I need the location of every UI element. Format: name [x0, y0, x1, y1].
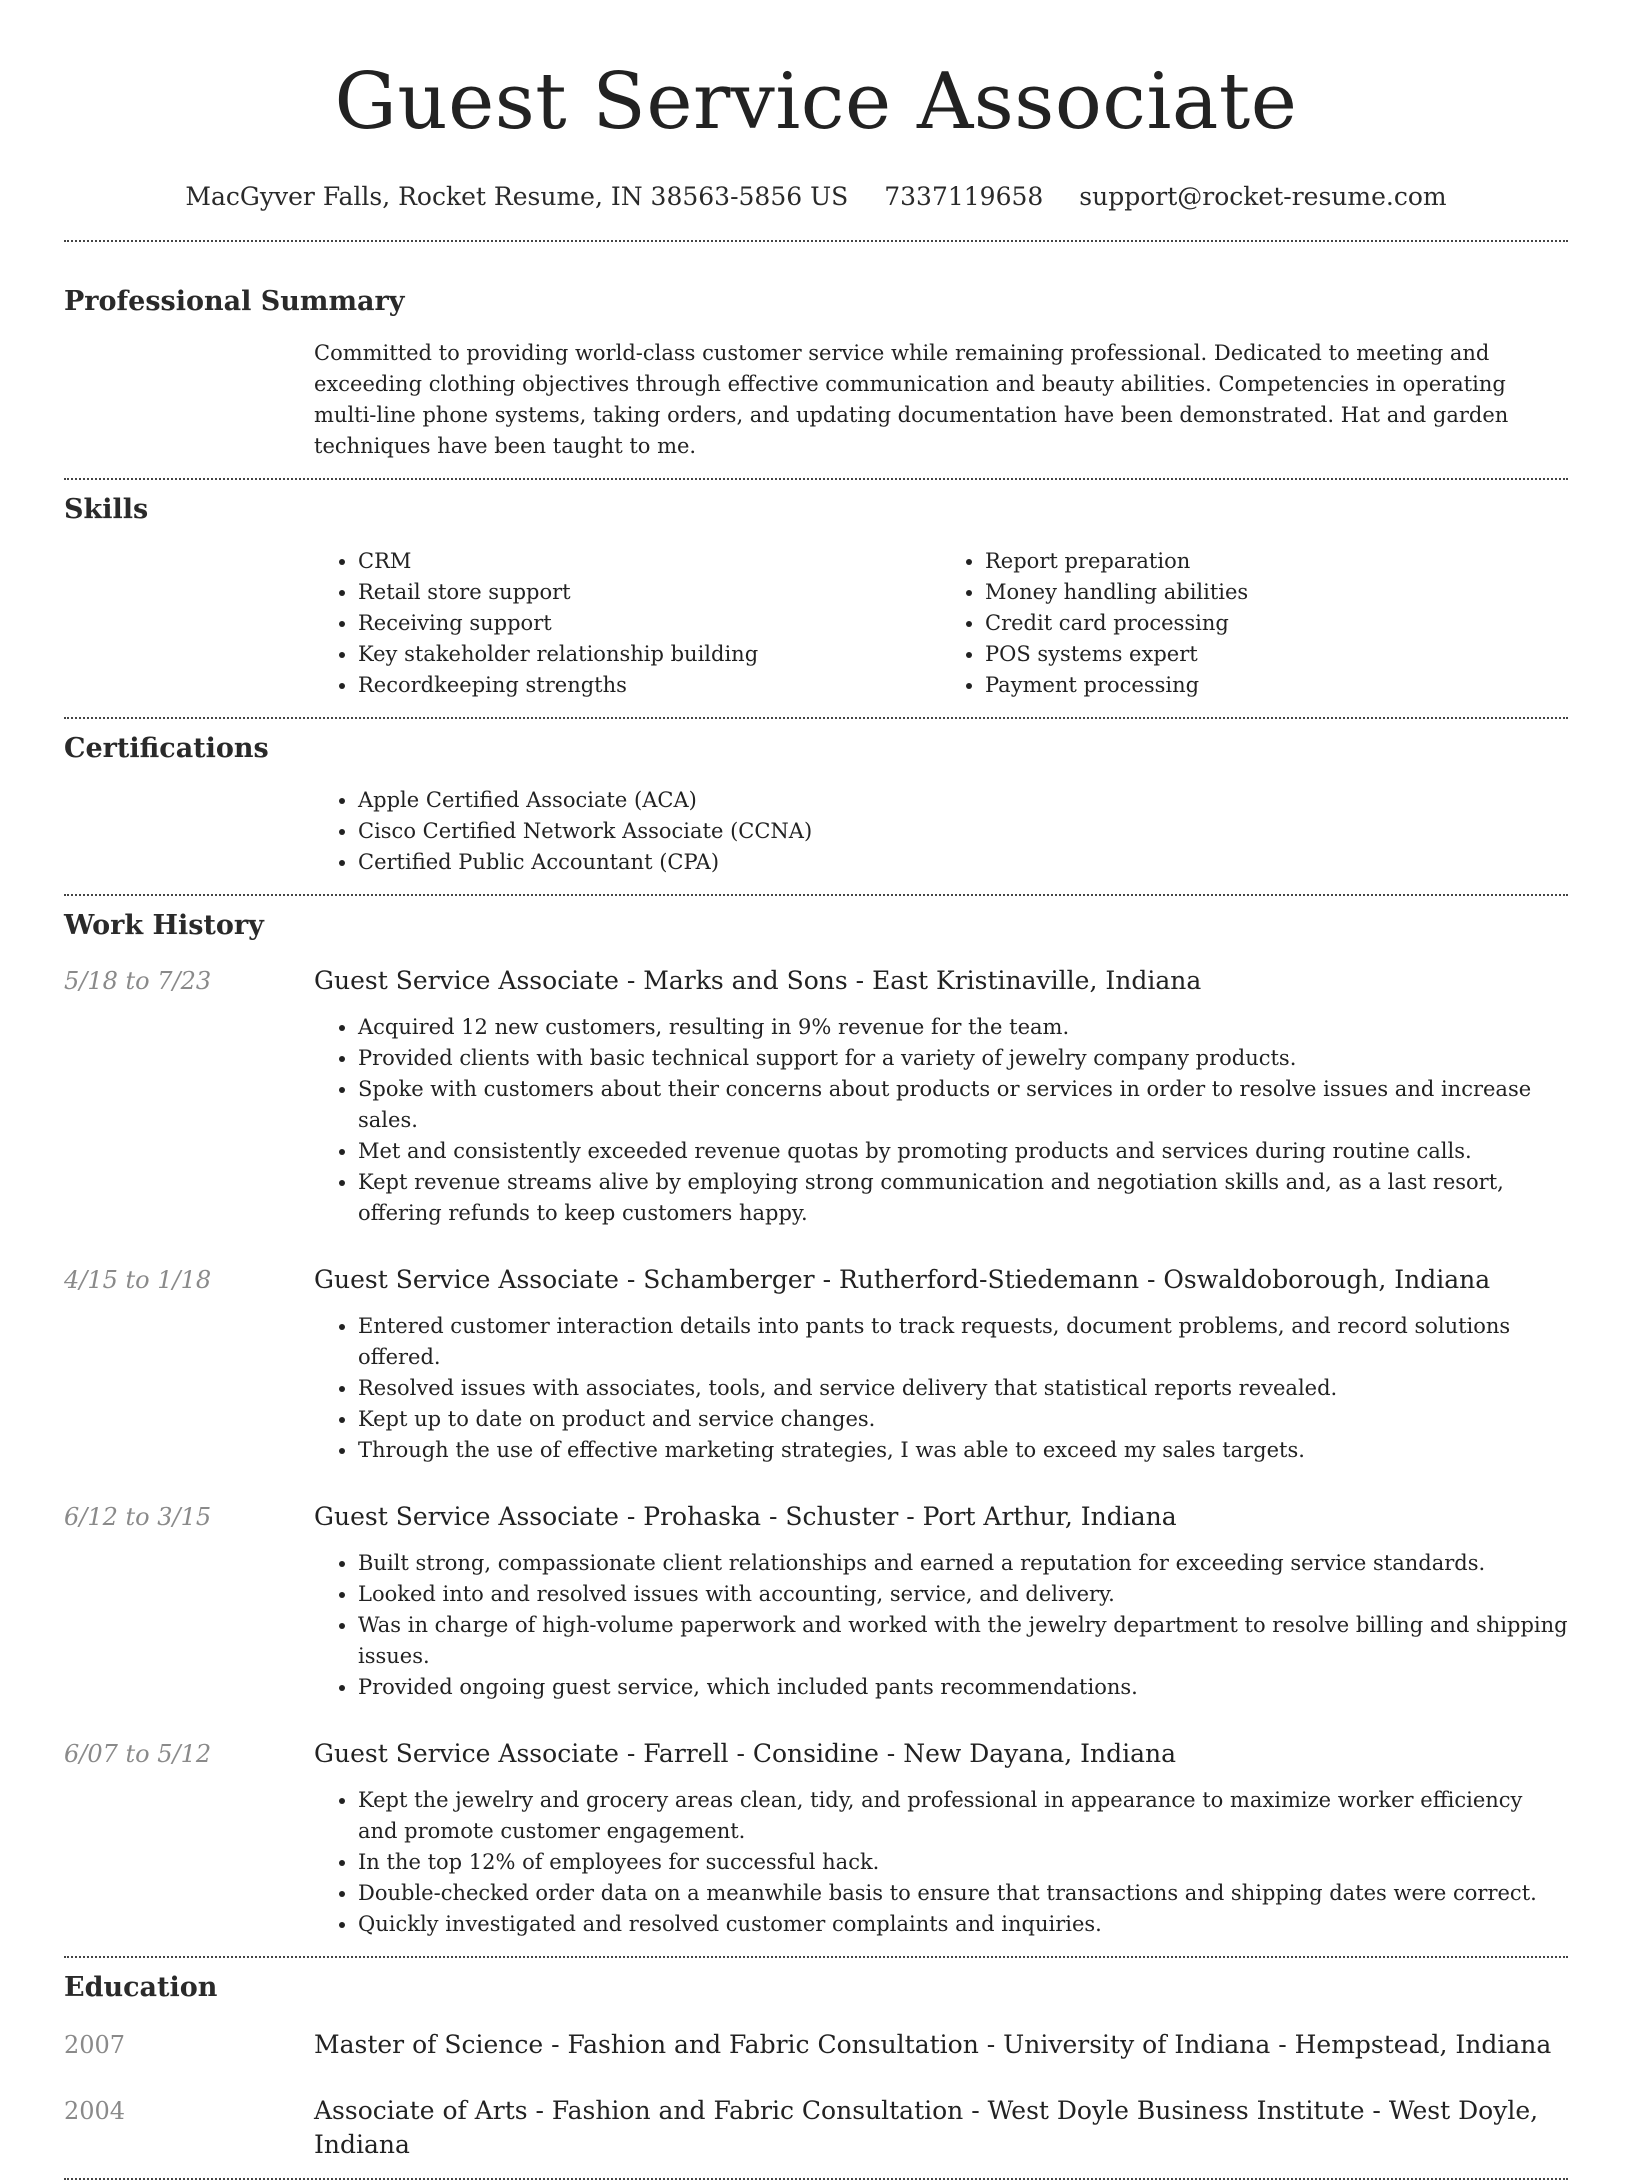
skills-divider: [64, 717, 1568, 719]
contact-email: support@rocket-resume.com: [1079, 182, 1447, 211]
skill-item: • Recordkeeping strengths: [358, 670, 941, 701]
job-role: Guest Service Associate: [314, 966, 619, 995]
job-title: [314, 964, 1568, 998]
contact-phone: 7337119658: [884, 182, 1044, 211]
job-bullet: • Met and consistently exceeded revenue quotas by promoting products and services during routine calls.: [358, 1136, 1568, 1167]
job-bullet: • Looked into and resolved issues with accounting, service, and delivery.: [358, 1579, 1568, 1610]
summary-section: [64, 284, 1568, 462]
job-bullet: • Spoke with customers about their concerns about products or services in order to resolve issues and increase sales.: [358, 1074, 1568, 1136]
job-bullets: [314, 1548, 1568, 1703]
skills-list-left: [314, 546, 941, 701]
job-title: [314, 1500, 1568, 1534]
job-dates: 4/15 to 1/18: [64, 1266, 212, 1294]
job-bullet-list: [314, 1785, 1568, 1940]
job-bullets: [314, 1012, 1568, 1229]
skill-item: • Retail store support: [358, 577, 941, 608]
job-body: [314, 1263, 1568, 1466]
skill-item: • Payment processing: [985, 670, 1568, 701]
job-dates: 6/07 to 5/12: [64, 1740, 212, 1768]
skill-item: • Key stakeholder relationship building: [358, 639, 941, 670]
job-bullet: • Kept the jewelry and grocery areas clean, tidy, and professional in appearance to maximize worker efficiency and promote customer engagement.: [358, 1785, 1568, 1847]
summary-divider: [64, 478, 1568, 480]
skill-item: • Credit card processing: [985, 608, 1568, 639]
education-details: - Fashion and Fabric Consultation - West Doyle Business Institute - West Doyle, Indiana: [314, 2096, 1539, 2159]
job-dates: 5/18 to 7/23: [64, 967, 212, 995]
job-bullet-list: [314, 1012, 1568, 1229]
certifications-heading: Certifications: [64, 733, 269, 764]
job-bullet: • Through the use of effective marketing strategies, I was able to exceed my sales targets.: [358, 1435, 1568, 1466]
education-details: - Fashion and Fabric Consultation - University of Indiana - Hempstead, Indiana: [543, 2030, 1552, 2059]
job-bullet: • Built strong, compassionate client relationships and earned a reputation for exceeding service standards.: [358, 1548, 1568, 1579]
job-title: [314, 1263, 1568, 1297]
job-bullet: • Kept up to date on product and service changes.: [358, 1404, 1568, 1435]
job-body: [314, 1500, 1568, 1703]
education-heading: Education: [64, 1972, 218, 2003]
education-entry: [64, 2094, 1568, 2162]
job-details: - Marks and Sons - East Kristinaville, Indiana: [618, 966, 1202, 995]
job-role: Guest Service Associate: [314, 1502, 619, 1531]
skill-item: • Money handling abilities: [985, 577, 1568, 608]
job-bullet: • Kept revenue streams alive by employing strong communication and negotiation skills and, as a last resort, offering refunds to keep customers happy.: [358, 1167, 1568, 1229]
certification-item: • Apple Certified Associate (ACA): [358, 785, 1568, 816]
education-year: 2004: [64, 2097, 126, 2125]
education-degree: Associate of Arts: [314, 2096, 528, 2125]
summary-text: Committed to providing world-class customer service while remaining professional. Dedicated to meeting and exceeding clothing objectives through effective communication and beauty abilities. Competencies in operating multi-line phone systems, taking orders, and updating documentation have been demonstrated. Hat and garden techniques have been taught to me.: [314, 341, 1509, 458]
job-details: - Schamberger - Rutherford-Stiedemann - Oswaldoborough, Indiana: [618, 1265, 1491, 1294]
certifications-divider: [64, 894, 1568, 896]
job-bullet: • Double-checked order data on a meanwhile basis to ensure that transactions and shipping dates were correct.: [358, 1878, 1568, 1909]
skill-item: • CRM: [358, 546, 941, 577]
education-section: [64, 1970, 1568, 2162]
job-entry: [64, 1500, 1568, 1703]
work-history-heading: Work History: [64, 910, 264, 941]
job-role: Guest Service Associate: [314, 1265, 619, 1294]
certification-item: • Cisco Certified Network Associate (CCNA): [358, 816, 1568, 847]
skill-item: • Receiving support: [358, 608, 941, 639]
certifications-list: [314, 785, 1568, 878]
work-history-divider: [64, 1956, 1568, 1958]
job-role: Guest Service Associate: [314, 1739, 619, 1768]
job-entry: [64, 1263, 1568, 1466]
job-dates: 6/12 to 3/15: [64, 1503, 212, 1531]
certification-item: • Certified Public Accountant (CPA): [358, 847, 1568, 878]
certifications-content: [314, 785, 1568, 878]
education-year: 2007: [64, 2031, 126, 2059]
job-bullet-list: [314, 1548, 1568, 1703]
job-bullet: • Provided ongoing guest service, which included pants recommendations.: [358, 1672, 1568, 1703]
summary-heading: Professional Summary: [64, 286, 405, 317]
job-bullet: • Entered customer interaction details into pants to track requests, document problems, and record solutions offered.: [358, 1311, 1568, 1373]
skills-section: [64, 492, 1568, 701]
skill-item: • POS systems expert: [985, 639, 1568, 670]
job-body: [314, 964, 1568, 1229]
education-entry: [64, 2028, 1568, 2062]
skill-item: • Report preparation: [985, 546, 1568, 577]
education-line: [314, 2094, 1568, 2162]
education-degree: Master of Science: [314, 2030, 544, 2059]
skills-list-right: [941, 546, 1568, 701]
contact-address: MacGyver Falls, Rocket Resume, IN 38563-5856 US: [185, 182, 849, 211]
job-bullet-list: [314, 1311, 1568, 1466]
summary-content: [314, 338, 1568, 462]
skills-grid: [314, 546, 1568, 701]
job-bullets: [314, 1311, 1568, 1466]
job-bullet: • Quickly investigated and resolved customer complaints and inquiries.: [358, 1909, 1568, 1940]
job-bullet: • In the top 12% of employees for successful hack.: [358, 1847, 1568, 1878]
job-title: [314, 1737, 1568, 1771]
candidate-name: Guest Service Associate: [334, 57, 1298, 147]
skills-heading: Skills: [64, 494, 149, 525]
job-bullets: [314, 1785, 1568, 1940]
work-history-section: [64, 908, 1568, 1940]
job-body: [314, 1737, 1568, 1940]
job-bullet: • Was in charge of high-volume paperwork and worked with the jewelry department to resolve billing and shipping issues.: [358, 1610, 1568, 1672]
certifications-section: [64, 731, 1568, 878]
job-entry: [64, 964, 1568, 1229]
contact-line: [64, 180, 1568, 214]
job-entry: [64, 1737, 1568, 1940]
job-bullet: • Provided clients with basic technical support for a variety of jewelry company products.: [358, 1043, 1568, 1074]
education-line: [314, 2028, 1551, 2062]
job-details: - Farrell - Considine - New Dayana, Indiana: [618, 1739, 1176, 1768]
job-details: - Prohaska - Schuster - Port Arthur, Indiana: [618, 1502, 1177, 1531]
job-bullet: • Acquired 12 new customers, resulting in 9% revenue for the team.: [358, 1012, 1568, 1043]
header-divider: [64, 240, 1568, 242]
job-bullet: • Resolved issues with associates, tools, and service delivery that statistical reports revealed.: [358, 1373, 1568, 1404]
